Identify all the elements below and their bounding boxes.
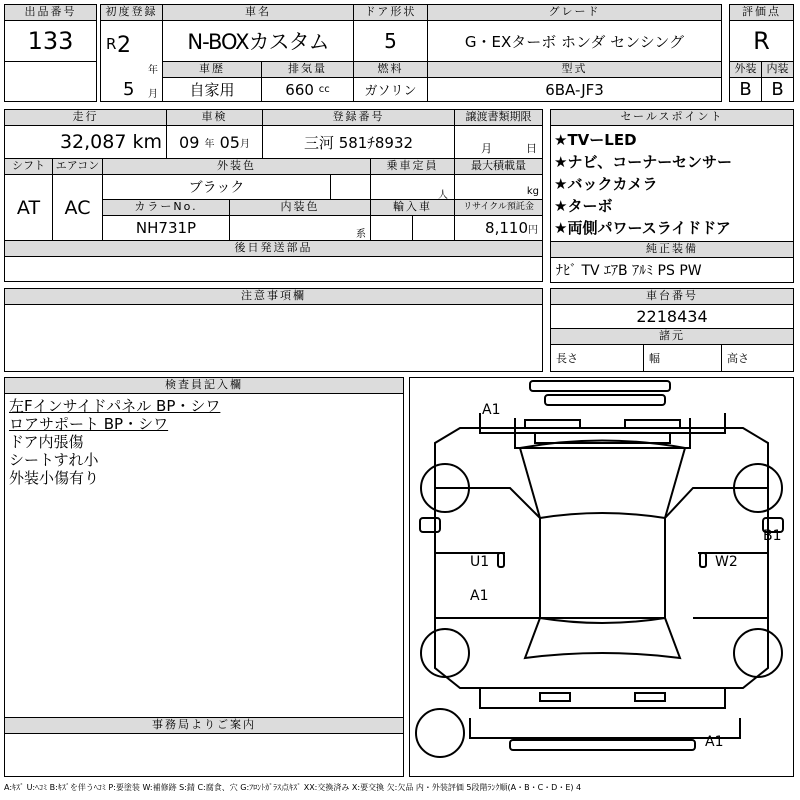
sales-point-item: ★ターボ (554, 197, 613, 215)
recycle-cell (454, 215, 543, 241)
reg-year-value: 2 (117, 33, 131, 58)
transfer-day-unit: 日 (526, 142, 537, 155)
displacement-unit: cc (318, 84, 330, 95)
ext-color-label: 外装色 (102, 158, 371, 175)
interior-value: B (761, 77, 794, 102)
car-diagram (409, 377, 794, 777)
max-load-label: 最大積載量 (454, 158, 543, 175)
history-label: 車歴 (162, 61, 262, 78)
displacement-cell (261, 77, 354, 102)
grade-value: G・EXターボ ホンダ センシング (427, 20, 722, 62)
equipment-label: 純正装備 (550, 241, 794, 258)
shift-value: AT (4, 174, 53, 241)
recycle-label: リサイクル預託金 (454, 199, 543, 216)
height-label: 高さ (721, 344, 794, 372)
lot-value: 133 (4, 20, 97, 62)
sales-point-item: ★両側パワースライドドア (554, 219, 731, 237)
length-label: 長さ (550, 344, 644, 372)
car-diagram-svg (410, 378, 793, 776)
door-label: ドア形状 (353, 4, 428, 21)
int-color-unit: 系 (356, 229, 366, 240)
damage-mark: W2 (715, 554, 738, 570)
chassis-label: 車台番号 (550, 288, 794, 305)
shift-label: シフト (4, 158, 53, 175)
mileage-unit: km (132, 131, 162, 153)
insp-month-unit: 月 (239, 138, 250, 150)
rear-bumper (470, 718, 740, 738)
int-color-cell (229, 215, 371, 241)
damage-mark: A1 (482, 402, 501, 418)
left-mirror (420, 518, 440, 532)
mileage-cell (4, 125, 167, 159)
fuel-label: 燃料 (353, 61, 428, 78)
recycle-value: 8,110 (485, 219, 528, 237)
inspector-line: ドア内張傷 (9, 433, 84, 451)
right-door-handle (700, 553, 706, 567)
score-value: R (729, 20, 794, 62)
inspection-cell (166, 125, 263, 159)
transfer-label: 譲渡書類期限 (454, 109, 543, 126)
damage-mark: B1 (763, 528, 782, 544)
front-upper-strip (545, 395, 665, 405)
model-label: 型式 (427, 61, 722, 78)
inspector-line: シートすれ小 (9, 451, 99, 469)
fuel-value: ガソリン (353, 77, 428, 102)
color-no-label: カラーNo. (102, 199, 230, 216)
car-name-value: N-BOXカスタム (162, 20, 354, 62)
lot-blank (4, 61, 97, 102)
front-bumper-strip (530, 381, 670, 391)
era-value: R (106, 35, 117, 53)
plate-value: 三河 581ﾁ8932 (262, 125, 455, 159)
ext-color-value: ブラック (102, 174, 331, 200)
int-color-label: 内装色 (229, 199, 371, 216)
wheel-rear-right (734, 629, 782, 677)
inspector-line: 外装小傷有り (9, 469, 100, 487)
sales-points-list (550, 125, 794, 242)
insp-year-value: 09 (179, 132, 200, 152)
legend-text: A:ｷｽﾞ U:ﾍｺﾐ B:ｷｽﾞを伴うﾍｺﾐ P:要塗装 W:補修跡 S:錆 C:腐食、穴 G:ﾌﾛﾝﾄｶﾞﾗｽ点ｷｽﾞ XX:交換済み X:要交換 欠:欠品 内・外装評価 5段階ﾗﾝｸ順(A・B・C・D・E) 4 (4, 783, 582, 792)
transfer-month-unit: 月 (481, 142, 492, 155)
exterior-label: 外装 (729, 61, 762, 78)
damage-mark: A1 (470, 588, 489, 604)
sales-point-item: ★TVーLED (554, 131, 637, 149)
interior-label: 内装 (761, 61, 794, 78)
damage-mark: U1 (470, 554, 490, 570)
import-label: 輸入車 (370, 199, 455, 216)
reg-month-value: 5 (123, 79, 135, 100)
inspector-notes (4, 393, 404, 718)
front-frame (480, 413, 725, 433)
inspector-line: ロアサポート BP・シワ (9, 415, 169, 433)
left-headlight (525, 420, 580, 428)
ac-label: エアコン (52, 158, 103, 175)
later-parts-blank (4, 256, 543, 282)
history-value: 自家用 (162, 77, 262, 102)
plate-label: 登録番号 (262, 109, 455, 126)
office-label: 事務局よりご案内 (4, 717, 404, 734)
displacement-label: 排気量 (261, 61, 354, 78)
grade-label: グレード (427, 4, 722, 21)
lot-label: 出品番号 (4, 4, 97, 21)
width-label: 幅 (643, 344, 722, 372)
equipment-value: ﾅﾋﾞ TV ｴｱB ｱﾙﾐ PS PW (550, 257, 794, 283)
car-name-label: 車名 (162, 4, 354, 21)
right-doors (665, 488, 768, 618)
mileage-value: 32,087 (59, 131, 127, 153)
reg-year-unit: 年 (148, 65, 158, 76)
model-value: 6BA-JF3 (427, 77, 722, 102)
chassis-value: 2218434 (550, 304, 794, 329)
ext-color-blank (330, 174, 371, 200)
displacement-value: 660 (285, 80, 314, 99)
first-reg-box (100, 20, 163, 102)
rear-window (525, 618, 680, 658)
left-door-handle (498, 553, 504, 567)
sales-point-item: ★ナビ、コーナーセンサー (554, 153, 732, 171)
exterior-value: B (729, 77, 762, 102)
dims-label: 諸元 (550, 328, 794, 345)
later-parts-label: 後日発送部品 (4, 240, 543, 257)
roof (540, 518, 665, 618)
max-load-cell (454, 174, 543, 200)
max-load-unit: kg (526, 186, 539, 197)
notes-label: 注意事項欄 (4, 288, 543, 305)
notes-blank (4, 304, 543, 372)
import-cell-a (370, 215, 413, 241)
recycle-unit: 円 (528, 224, 538, 236)
inspection-label: 車検 (166, 109, 263, 126)
capacity-label: 乗車定員 (370, 158, 455, 175)
transfer-cell (454, 125, 543, 159)
inspector-line: 左Fインサイドパネル BP・シワ (9, 397, 221, 415)
sales-points-label: セールスポイント (550, 109, 794, 126)
first-reg-label: 初度登録 (100, 4, 163, 21)
left-taillight (540, 693, 570, 701)
import-cell-b (412, 215, 455, 241)
rear-frame (480, 688, 725, 708)
spare-wheel (416, 709, 464, 757)
mileage-label: 走行 (4, 109, 167, 126)
right-headlight (625, 420, 680, 428)
sales-point-item: ★バックカメラ (554, 175, 658, 193)
color-no-value: NH731P (102, 215, 230, 241)
score-label: 評価点 (729, 4, 794, 21)
insp-month-value: 05 (219, 132, 240, 152)
insp-year-unit: 年 (204, 138, 215, 150)
damage-mark: A1 (705, 734, 724, 750)
rear-step (510, 740, 695, 750)
right-taillight (635, 693, 665, 701)
ac-value: AC (52, 174, 103, 241)
reg-month-unit: 月 (148, 89, 158, 100)
inspector-label: 検査員記入欄 (4, 377, 404, 394)
wheel-rear-left (421, 629, 469, 677)
office-blank (4, 733, 404, 777)
door-value: 5 (353, 20, 428, 62)
capacity-cell (370, 174, 455, 200)
windshield (520, 441, 685, 519)
capacity-unit: 人 (438, 190, 448, 200)
